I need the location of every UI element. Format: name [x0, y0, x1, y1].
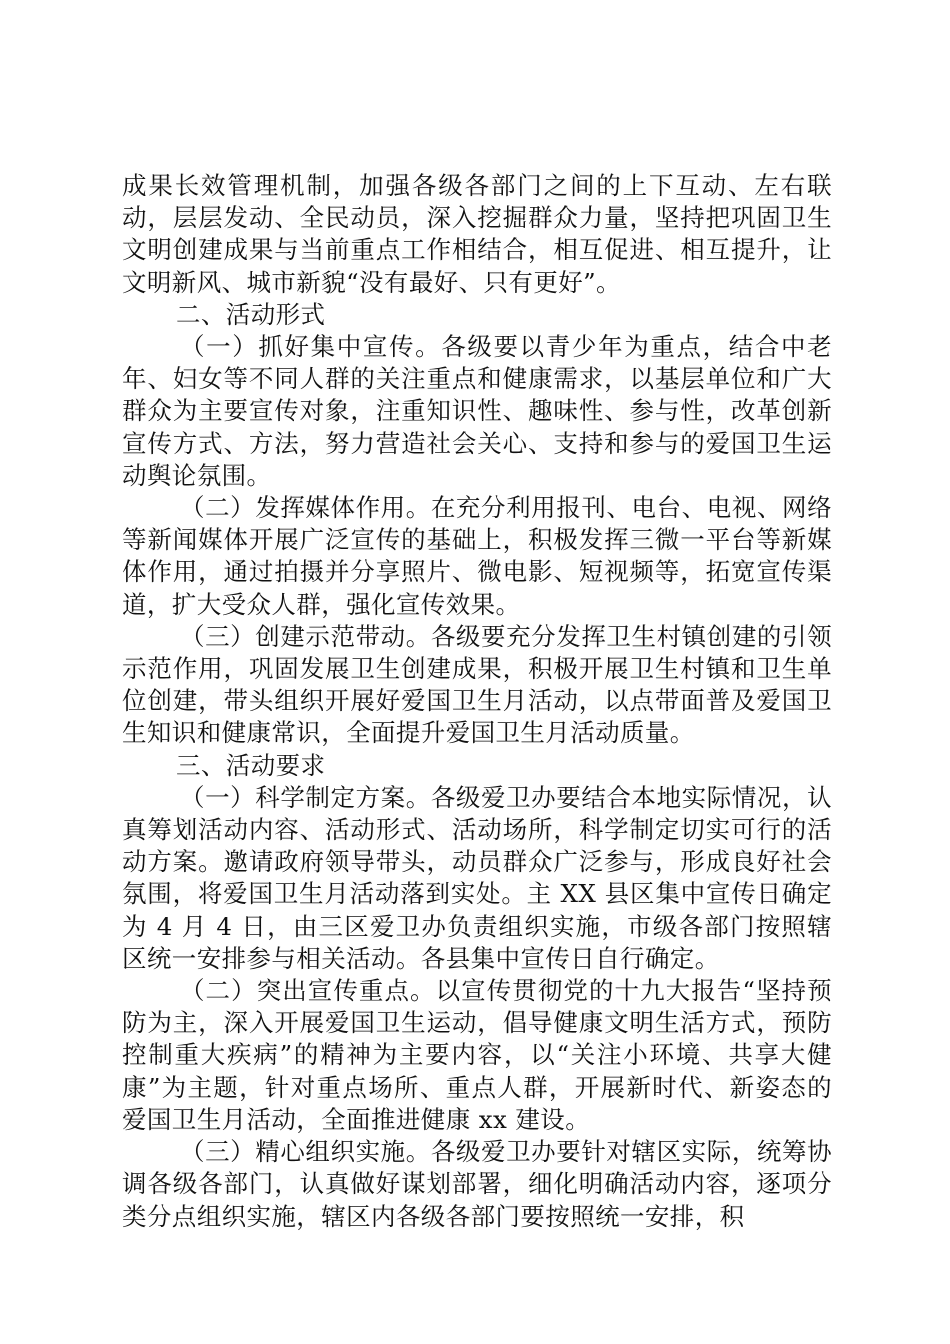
- document-body: [122, 170, 832, 1233]
- paragraph-publicity-focus: （二）突出宣传重点。以宣传贯彻党的十九大报告“坚持预防为主，深入开展爱国卫生运动，倡导健康文明生活方式，预防控制重大疾病”的精神为主要内容，以“关注小环境、共享大健康”为主题，针对重点场所、重点人群，开展新时代、新姿态的爱国卫生月活动，全面推进健康 xx 建设。: [122, 976, 832, 1134]
- section-heading-activity-forms: 二、活动形式: [176, 299, 326, 329]
- section-heading-activity-requirements: 三、活动要求: [176, 750, 326, 780]
- paragraph-continuation: 成果长效管理机制，加强各级各部门之间的上下互动、左右联动，层层发动、全民动员，深入挖掘群众力量，坚持把巩固卫生文明创建成果与当前重点工作相结合，相互促进、相互提升，让文明新风、城市新貌“没有最好、只有更好”。: [122, 171, 832, 297]
- paragraph-organization: （三）精心组织实施。各级爱卫办要针对辖区实际，统筹协调各级各部门，认真做好谋划部署，细化明确活动内容，逐项分类分点组织实施，辖区内各级各部门要按照统一安排，积: [122, 1137, 832, 1231]
- paragraph-plan-formulation: （一）科学制定方案。各级爱卫办要结合本地实际情况，认真筹划活动内容、活动形式、活动场所，科学制定切实可行的活动方案。邀请政府领导带头，动员群众广泛参与，形成良好社会氛围，将爱国卫生月活动落到实处。主 XX 县区集中宣传日确定为 4 月 4 日，由三区爱卫办负责组织实施，市级各部门按照辖区统一安排参与相关活动。各县集中宣传日自行确定。: [122, 782, 832, 973]
- paragraph-demonstration: （三）创建示范带动。各级要充分发挥卫生村镇创建的引领示范作用，巩固发展卫生创建成果，积极开展卫生村镇和卫生单位创建，带头组织开展好爱国卫生月活动，以点带面普及爱国卫生知识和健康常识，全面提升爱国卫生月活动质量。: [122, 621, 832, 748]
- paragraph-concentrated-publicity: （一）抓好集中宣传。各级要以青少年为重点，结合中老年、妇女等不同人群的关注重点和健康需求，以基层单位和广大群众为主要宣传对象，注重知识性、趣味性、参与性，改革创新宣传方式、方法，努力营造社会关心、支持和参与的爱国卫生运动舆论氛围。: [122, 332, 832, 490]
- paragraph-media-role: （二）发挥媒体作用。在充分利用报刊、电台、电视、网络等新闻媒体开展广泛宣传的基础上，积极发挥三微一平台等新媒体作用，通过拍摄并分享照片、微电影、短视频等，拓宽宣传渠道，扩大受众人群，强化宣传效果。: [122, 493, 832, 619]
